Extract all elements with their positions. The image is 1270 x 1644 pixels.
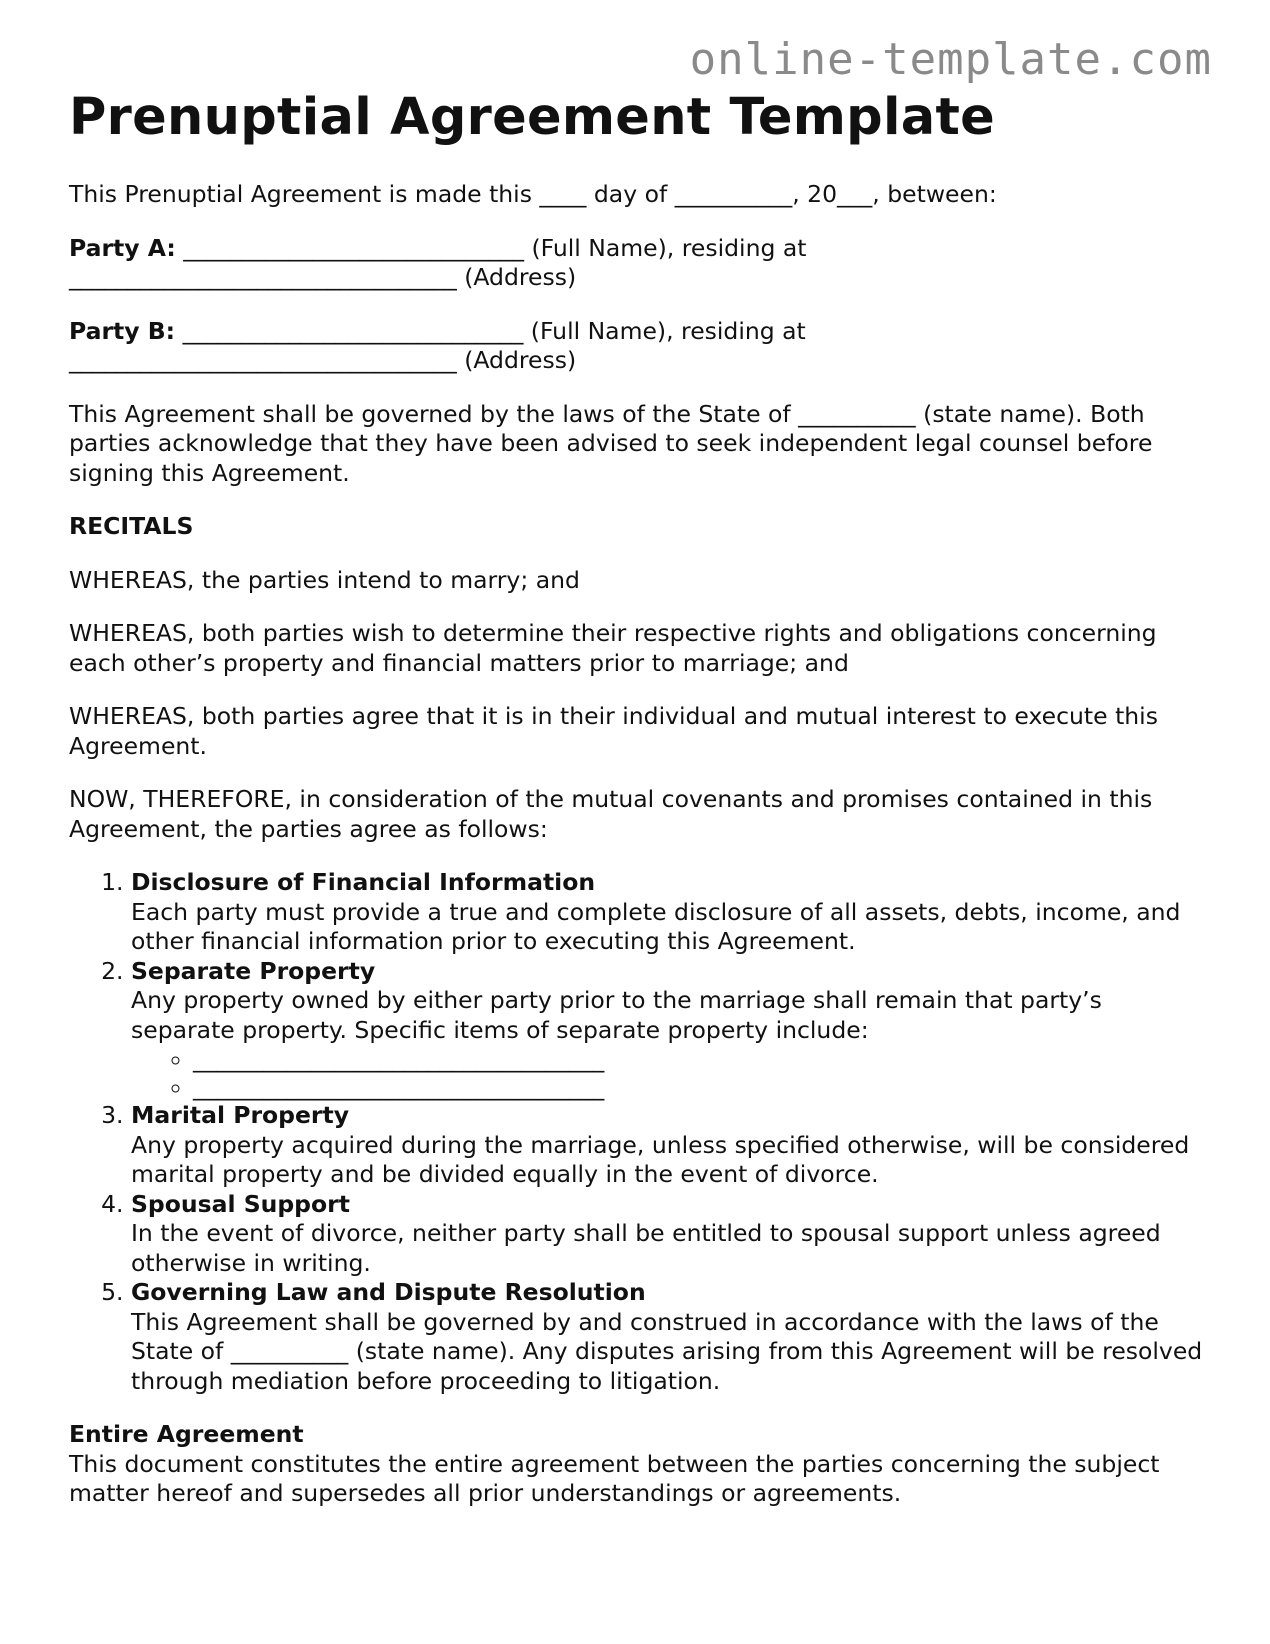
term-item xyxy=(131,957,1209,1102)
party-b-label: Party B: xyxy=(69,316,176,345)
now-therefore-paragraph: NOW, THEREFORE, in consideration of the mutual covenants and promises contained in this Agreement, the parties agree as follows: xyxy=(69,785,1153,843)
party-a-block xyxy=(69,234,1209,293)
party-a-address-line: _________________________________ (Address) xyxy=(69,263,577,291)
document-title: Prenuptial Agreement Template xyxy=(69,88,996,147)
term-body: This Agreement shall be governed by and construed in accordance with the laws of the State of __________ (state name). Any disputes arising from this Agreement will be resolved through mediation before proceeding to litigation. xyxy=(131,1307,1203,1395)
separate-property-blanks xyxy=(131,1045,1209,1101)
watermark-text: online-template.com xyxy=(689,34,1212,85)
recital-item: WHEREAS, both parties agree that it is in their individual and mutual interest to execute this Agreement. xyxy=(69,702,1158,760)
entire-agreement-block xyxy=(69,1420,1209,1509)
entire-agreement-body: This document constitutes the entire agreement between the parties concerning the subject matter hereof and supersedes all prior understandings or agreements. xyxy=(69,1449,1160,1507)
party-b-name-line: _____________________________ (Full Name), residing at xyxy=(175,316,806,345)
term-title: 4. Spousal Support xyxy=(131,1189,350,1218)
recital-item: WHEREAS, both parties wish to determine their respective rights and obligations concerning each other’s property and financial matters prior to marriage; and xyxy=(69,619,1157,677)
entire-agreement-title: Entire Agreement xyxy=(69,1420,304,1448)
terms-list xyxy=(69,868,1209,1396)
term-body: Any property owned by either party prior to the marriage shall remain that party’s separate property. Specific items of separate property include: xyxy=(131,986,1102,1044)
term-title: 3. Marital Property xyxy=(131,1101,350,1129)
blank-line: ◦ ___________________________________ xyxy=(193,1045,1209,1073)
party-a-name-line: _____________________________ (Full Name), residing at xyxy=(175,233,807,262)
term-item xyxy=(131,1190,1209,1279)
party-a-label: Party A: xyxy=(69,233,176,262)
term-item xyxy=(131,868,1209,957)
term-title: 5. Governing Law and Dispute Resolution xyxy=(131,1278,646,1306)
term-title: 2. Separate Property xyxy=(131,956,376,985)
blank-line: ◦ ___________________________________ xyxy=(193,1073,1209,1101)
document-page xyxy=(69,88,1209,1533)
party-b-address-line: _________________________________ (Address) xyxy=(69,346,577,374)
term-item xyxy=(131,1278,1209,1396)
recitals-heading: RECITALS xyxy=(69,512,194,540)
term-body: In the event of divorce, neither party shall be entitled to spousal support unless agreed otherwise in writing. xyxy=(131,1219,1161,1277)
term-body: Any property acquired during the marriage, unless specified otherwise, will be considered marital property and be divided equally in the event of divorce. xyxy=(131,1130,1190,1188)
recital-item: WHEREAS, the parties intend to marry; and xyxy=(69,565,580,594)
party-b-block xyxy=(69,317,1209,376)
term-body: Each party must provide a true and complete disclosure of all assets, debts, income, and other financial information prior to executing this Agreement. xyxy=(131,897,1181,955)
term-item xyxy=(131,1101,1209,1190)
governing-law-paragraph: This Agreement shall be governed by the laws of the State of __________ (state name). Both parties acknowledge that they have been advised to seek independent legal counsel before signing this Agreement. xyxy=(69,399,1153,487)
intro-paragraph: This Prenuptial Agreement is made this ____ day of __________, 20___, between: xyxy=(69,180,997,208)
term-title: 1. Disclosure of Financial Information xyxy=(131,868,596,896)
